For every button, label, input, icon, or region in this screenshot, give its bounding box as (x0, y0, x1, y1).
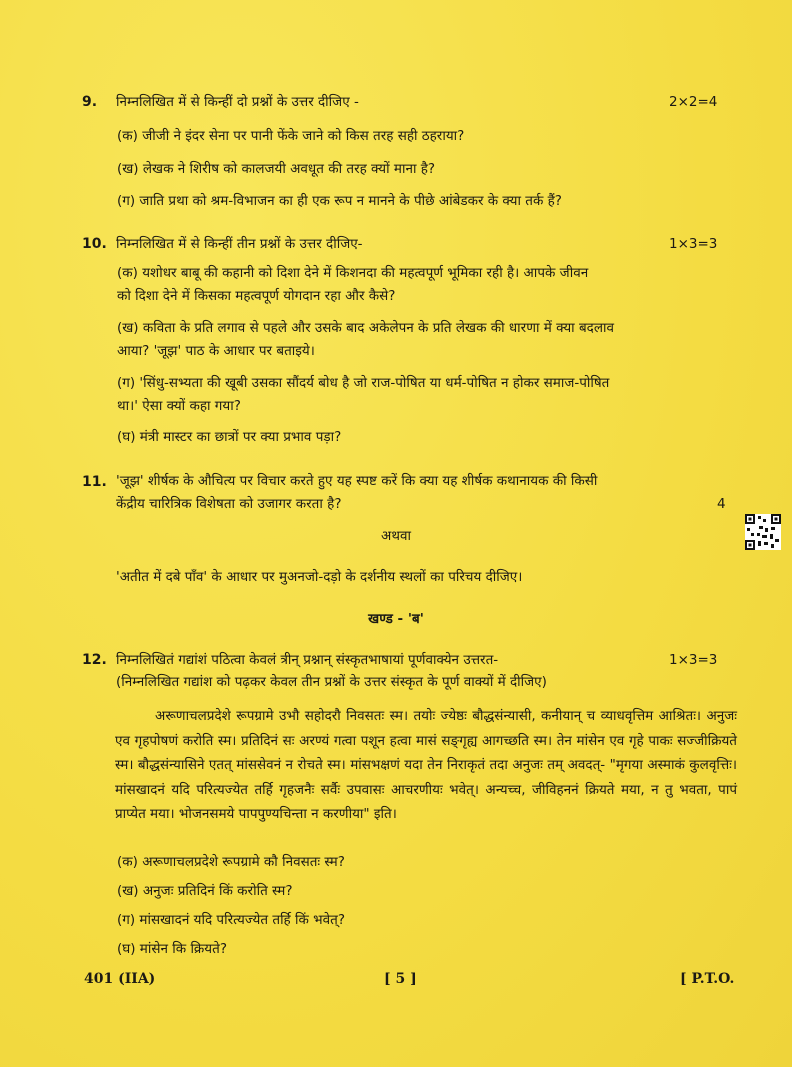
q11-line2: केंद्रीय चारित्रिक विशेषता को उजागर करता है? (116, 496, 342, 512)
q10-number: 10. (82, 236, 107, 252)
q12-number: 12. (82, 652, 107, 668)
q11-alt: 'अतीत में दबे पाँव' के आधार पर मुअनजो-दड़ो के दर्शनीय स्थलों का परिचय दीजिए। (116, 569, 523, 585)
q12-marks: 1×3=3 (669, 652, 718, 668)
q9-marks: 2×2=4 (669, 94, 718, 110)
paper-code: 401 (IIA) (84, 971, 156, 987)
q10-item-b-line1: (ख) कविता के प्रति लगाव से पहले और उसके बाद अकेलेपन के प्रति लेखक की धारणा में क्या बदलाव (117, 320, 614, 336)
q9-item-a: (क) जीजी ने इंदर सेना पर पानी फेंके जाने को किस तरह सही ठहराया? (117, 128, 465, 144)
q10-item-d: (घ) मंत्री मास्टर का छात्रों पर क्या प्रभाव पड़ा? (117, 429, 342, 445)
q10-text: निम्नलिखित में से किन्हीं तीन प्रश्नों के उत्तर दीजिए- (116, 236, 363, 252)
q12-line1: निम्नलिखितं गद्यांशं पठित्वा केवलं त्रीन् प्रश्नान् संस्कृतभाषायां पूर्णवाक्येन उत्तरत- (116, 652, 499, 668)
q10-item-a-line2: को दिशा देने में किसका महत्वपूर्ण योगदान रहा और कैसे? (117, 288, 396, 304)
q11-line1: 'जूझ' शीर्षक के औचित्य पर विचार करते हुए यह स्पष्ट करें कि क्या यह शीर्षक कथानायक की किसी (116, 473, 598, 489)
q9-text: निम्नलिखित में से किन्हीं दो प्रश्नों के उत्तर दीजिए - (116, 94, 359, 110)
section-heading: खण्ड - 'ब' (368, 611, 424, 627)
q10-item-c-line2: था।' ऐसा क्यों कहा गया? (117, 398, 241, 414)
page-number: [ 5 ] (384, 971, 417, 987)
q10-item-c-line1: (ग) 'सिंधु-सभ्यता की खूबी उसका सौंदर्य बोध है जो राज-पोषित या धर्म-पोषित न होकर समाज-पोषित (117, 375, 610, 391)
q12-line2: (निम्नलिखित गद्यांश को पढ़कर केवल तीन प्रश्नों के उत्तर संस्कृत के पूर्ण वाक्यों में दीजिए) (116, 674, 547, 690)
pto-label: [ P.T.O. (680, 971, 735, 987)
q10-marks: 1×3=3 (669, 236, 718, 252)
q9-number: 9. (82, 94, 98, 110)
q9-item-c: (ग) जाति प्रथा को श्रम-विभाजन का ही एक रूप न मानने के पीछे आंबेडकर के क्या तर्क हैं? (117, 193, 562, 209)
qr-code-icon (745, 514, 781, 550)
q11-marks: 4 (717, 496, 726, 512)
q12-item-a: (क) अरूणाचलप्रदेशे रूपग्रामे कौ निवसतः स्म? (117, 854, 345, 870)
q9-item-b: (ख) लेखक ने शिरीष को कालजयी अवधूत की तरह क्यों माना है? (117, 161, 436, 177)
q12-item-b: (ख) अनुजः प्रतिदिनं किं करोति स्म? (117, 883, 293, 899)
q11-number: 11. (82, 474, 107, 490)
q12-item-c: (ग) मांसखादनं यदि परित्यज्येत तर्हि किं भवेत्? (117, 912, 346, 928)
q12-passage: अरूणाचलप्रदेशे रूपग्रामे उभौ सहोदरौ निवसतः स्म। तयोः ज्येष्ठः बौद्धसंन्यासी, कनीयान् च व्याधवृत्तिम आश्रितः। अनुजः एव गृहपोषणं करोति स्म। प्रतिदिनं सः अरण्यं गत्वा पशून हत्वा मासं सङ्गृह्य आगच्छति स्म। तेन मांसेन एव गृहे पाकः सज्जीक्रियते स्म। बौद्धसंन्यासिने एतत् मांससेवनं न रोचते स्म। मांसभक्षणं यदा तेन निराकृतं तदा अनुजः तम् अवदत्- "मृगया अस्माकं कुलवृत्तिः। मांसखादनं यदि परित्यज्येत तर्हि गृहजनैः सर्वैः उपवासः आचरणीयः भवेत्। अन्यच्च, जीविहननं क्रियते मया, न तु भवता, पापं प्राप्येत मया। भोजनसमये पापपुण्यचिन्ता न करणीया" इति। (115, 708, 737, 822)
q11-or: अथवा (381, 528, 411, 544)
q10-item-b-line2: आया? 'जूझ' पाठ के आधार पर बताइये। (117, 343, 315, 359)
q12-item-d: (घ) मांसेन कि क्रियते? (117, 941, 227, 957)
q10-item-a-line1: (क) यशोधर बाबू की कहानी को दिशा देने में किशनदा की महत्वपूर्ण भूमिका रही है। आपके जीवन (117, 265, 589, 281)
